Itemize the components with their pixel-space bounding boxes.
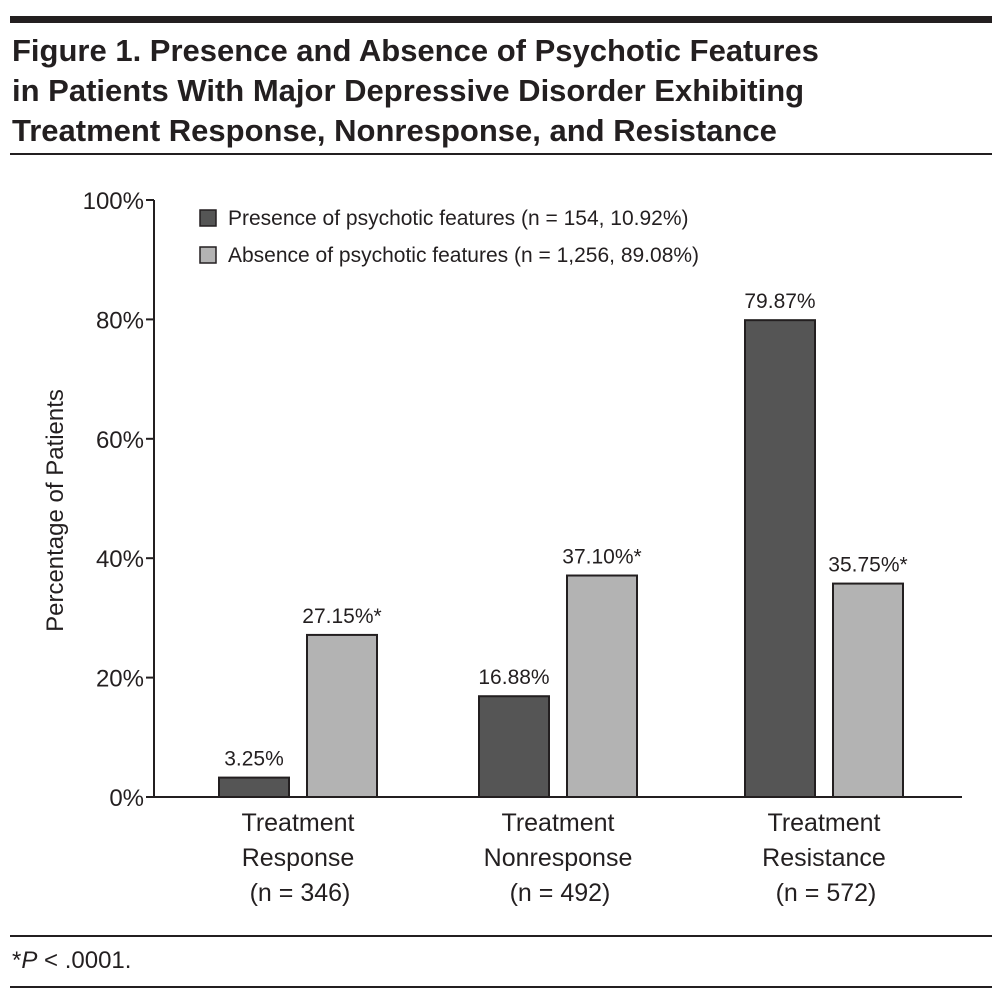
y-tick-label: 40% <box>95 546 144 574</box>
footnote-rule-top <box>10 935 992 937</box>
x-tick-label: (n = 572) <box>775 879 877 907</box>
figure-title <box>12 31 972 151</box>
footnote-p-variable: P <box>21 947 38 974</box>
x-tick-label: (n = 346) <box>249 879 351 907</box>
figure-title-line-1: Figure 1. Presence and Absence of Psychotic Features <box>12 33 819 68</box>
chart-area <box>0 160 1008 930</box>
bar <box>307 635 377 797</box>
y-tick-label: 0% <box>109 785 144 812</box>
y-tick-label: 100% <box>82 188 144 215</box>
x-tick-label: Treatment <box>767 809 881 837</box>
x-tick-label: Resistance <box>762 844 886 872</box>
x-tick-label: Treatment <box>241 809 355 837</box>
data-label: 37.10%* <box>562 545 642 569</box>
y-tick-label: 60% <box>95 426 144 454</box>
data-label: 79.87% <box>744 290 816 314</box>
legend-swatch <box>200 210 216 226</box>
bar <box>479 696 549 797</box>
bar <box>745 320 815 797</box>
top-rule <box>10 16 992 23</box>
bar <box>567 576 637 797</box>
x-tick-label: Nonresponse <box>483 844 633 872</box>
footnote-text: < .0001. <box>37 947 132 974</box>
x-tick-label: Response <box>241 844 355 872</box>
figure-title-line-2: in Patients With Major Depressive Disorder Exhibiting <box>12 73 805 108</box>
y-tick-label: 80% <box>95 307 144 335</box>
title-rule <box>10 153 992 155</box>
figure-title-line-3: Treatment Response, Nonresponse, and Resistance <box>12 113 777 148</box>
footnote-rule-bottom <box>10 986 992 988</box>
legend-label: Presence of psychotic features (n = 154, 10.92%) <box>228 207 689 230</box>
y-tick-label: 20% <box>95 665 144 693</box>
footnote-asterisk: * <box>12 947 22 974</box>
legend-swatch <box>200 247 216 263</box>
x-tick-label: Treatment <box>501 809 615 837</box>
x-tick-label: (n = 492) <box>509 879 611 907</box>
y-axis-title: Percentage of Patients <box>42 389 69 632</box>
bar <box>833 584 903 797</box>
data-label: 35.75%* <box>828 553 908 577</box>
data-label: 16.88% <box>478 666 550 690</box>
footnote <box>12 946 131 976</box>
bar-chart <box>0 160 1008 930</box>
bar <box>219 778 289 797</box>
data-label: 27.15%* <box>302 604 382 628</box>
legend-label: Absence of psychotic features (n = 1,256, 89.08%) <box>228 244 700 267</box>
data-label: 3.25% <box>224 747 284 771</box>
